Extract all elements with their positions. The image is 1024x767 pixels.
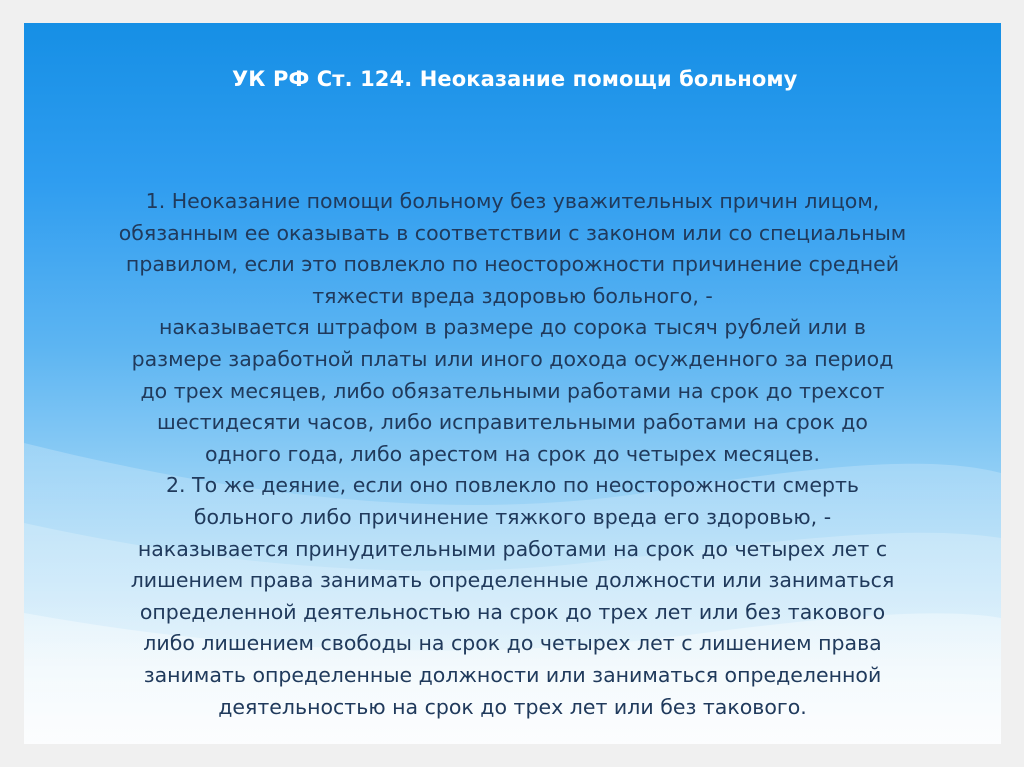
text-line: шестидесяти часов, либо исправительными работами на срок до — [157, 410, 868, 435]
text-line: лишением права занимать определенные должности или заниматься — [130, 568, 895, 593]
text-line: деятельностью на срок до трех лет или без такового. — [218, 694, 807, 719]
text-line: обязанным ее оказывать в соответствии с законом или со специальным — [118, 220, 907, 245]
text-line: занимать определенные должности или заниматься определенной — [143, 662, 882, 687]
text-line: определенной деятельностью на срок до трех лет или без такового — [139, 599, 886, 624]
slide — [24, 23, 1001, 744]
text-line: тяжести вреда здоровью больного, - — [312, 283, 713, 308]
slide-title: УК РФ Ст. 124. Неоказание помощи больному — [232, 67, 798, 91]
text-line: до трех месяцев, либо обязательными работами на срок до трехсот — [140, 378, 885, 403]
text-line: правилом, если это повлекло по неосторожности причинение средней — [125, 252, 900, 277]
text-line: больного либо причинение тяжкого вреда его здоровью, - — [193, 504, 832, 529]
text-line: 2. То же деяние, если оно повлекло по неосторожности смерть — [165, 473, 860, 498]
text-line: размере заработной платы или иного дохода осужденного за период — [131, 346, 894, 371]
text-line: 1. Неоказание помощи больному без уважительных причин лицом, — [145, 189, 880, 213]
article-text — [69, 186, 956, 723]
text-line: наказывается штрафом в размере до сорока тысяч рублей или в — [158, 315, 867, 340]
text-line: одного года, либо арестом на срок до четырех месяцев. — [204, 441, 821, 466]
text-line: наказывается принудительными работами на срок до четырех лет с — [137, 536, 888, 561]
text-line: либо лишением свободы на срок до четырех лет с лишением права — [143, 631, 882, 656]
